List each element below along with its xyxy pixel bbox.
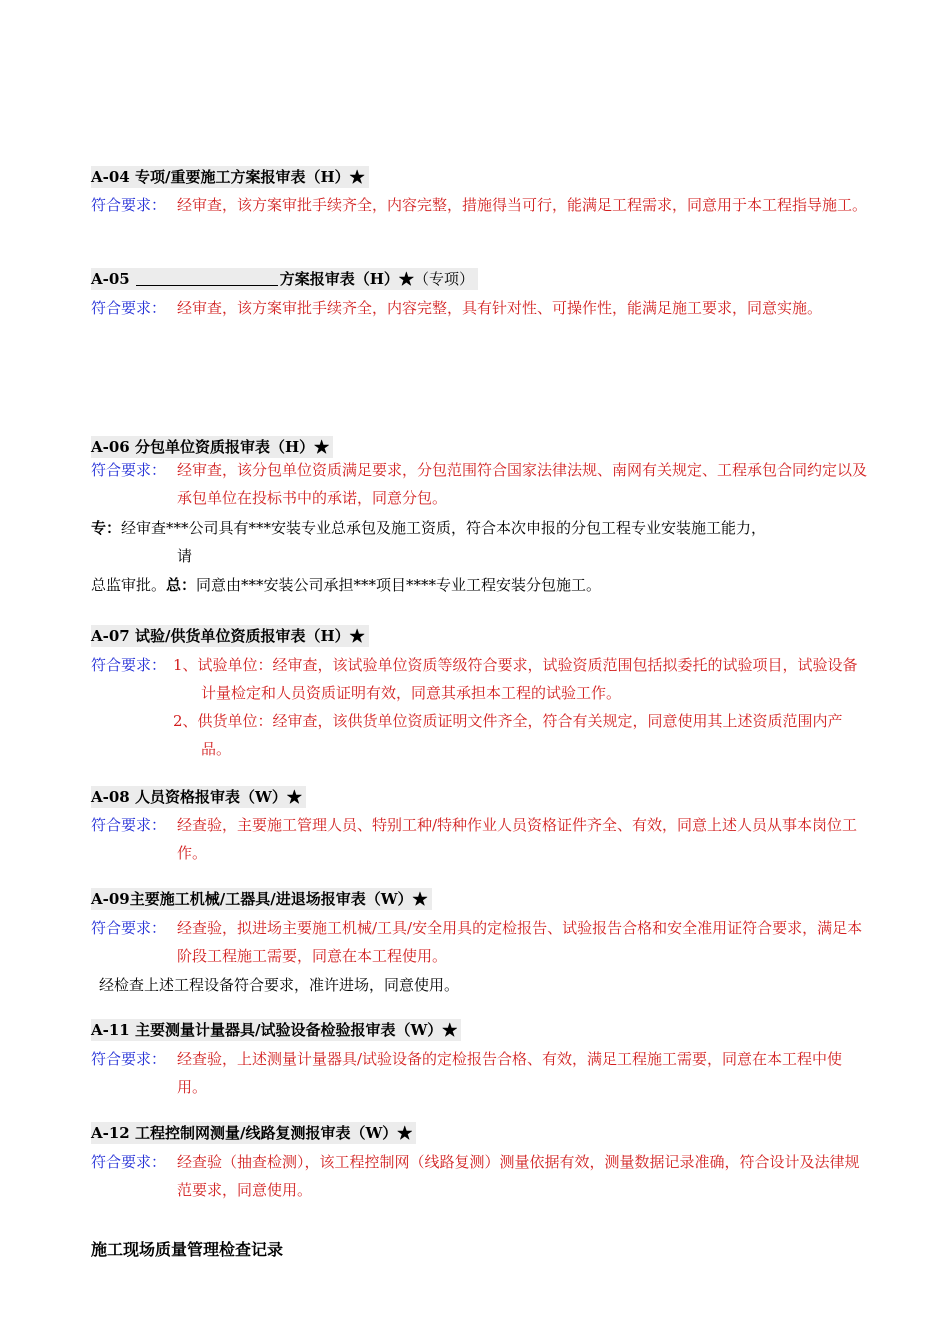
comment-text: 经查验，上述测量计量器具/试验设备的定检报告合格、有效，满足工程施工需要，同意在本工程中使用。 [177,1050,843,1096]
item-heading-a12: A-12 工程控制网测量/线路复测报审表（W）★ [91,1122,416,1144]
item-heading-a11: A-11 主要测量计量器具/试验设备检验报审表（W）★ [91,1019,461,1041]
note-text-zhuan-cont: 请 [177,547,193,565]
sub-item-supplier: 2、供货单位：经审查，该供货单位资质证明文件齐全，符合有关规定，同意使用其上述资质范围内产品。 [173,712,843,758]
item-heading-a08: A-08 人员资格报审表（W）★ [91,786,306,808]
chief-review-note [91,571,869,599]
comment-label: 符合要求： [91,816,167,834]
note-text-zhuan: 经审查***公司具有***安装专业总承包及施工资质，符合本次申报的分包工程专业安装施工能力， [121,519,767,537]
note-key-zhuan: 专： [91,519,122,537]
comment-label: 符合要求： [91,196,167,214]
comment-text: 经查验，主要施工管理人员、特别工种/特种作业人员资格证件齐全、有效，同意上述人员从事本岗位工作。 [177,816,858,862]
item-comment-a11 [91,1045,869,1101]
equipment-check-note: 经检查上述工程设备符合要求，准许进场，同意使用。 [99,976,460,994]
note-prefix-zong: 总监审批。 [91,576,167,594]
comment-label: 符合要求： [91,919,167,937]
comment-label: 符合要求： [91,1050,167,1068]
item-comment-a06 [91,456,869,512]
item-heading-a07: A-07 试验/供货单位资质报审表（H）★ [91,625,369,647]
professional-review-note [91,514,869,570]
item-comment-a07 [91,651,869,763]
item-heading-a05: A-05 方案报审表（H）★（专项） [91,268,478,290]
note-text-zong: 同意由***安装公司承担***项目****专业工程安装分包施工。 [196,576,602,594]
item-heading-a04: A-04 专项/重要施工方案报审表（H）★ [91,166,369,188]
comment-text [173,651,869,763]
comment-text: 经查验（抽查检测），该工程控制网（线路复测）测量依据有效，测量数据记录准确，符合设计及法律规范要求，同意使用。 [177,1153,860,1199]
section-title: 施工现场质量管理检查记录 [91,1240,284,1259]
note-key-zong: 总： [166,576,197,594]
item-heading-a09: A-09主要施工机械/工器具/进退场报审表（W）★ [91,888,432,910]
comment-text: 经审查，该方案审批手续齐全，内容完整，具有针对性、可操作性，能满足施工要求，同意实施。 [177,299,823,317]
comment-label: 符合要求： [91,656,167,674]
comment-label: 符合要求： [91,461,167,479]
comment-text: 经查验，拟进场主要施工机械/工具/安全用具的定检报告、试验报告合格和安全准用证符合要求，满足本阶段工程施工需要，同意在本工程使用。 [177,919,863,965]
comment-label: 符合要求： [91,1153,167,1171]
item-comment-a05 [91,294,869,322]
comment-label: 符合要求： [91,299,167,317]
item-comment-a08 [91,811,869,867]
comment-text: 经审查，该方案审批手续齐全，内容完整，措施得当可行，能满足工程需求，同意用于本工程指导施工。 [177,196,868,214]
item-heading-a06: A-06 分包单位资质报审表（H）★ [91,436,333,458]
sub-item-testing: 1、试验单位：经审查，该试验单位资质等级符合要求，试验资质范围包括拟委托的试验项目，试验设备计量检定和人员资质证明有效，同意其承担本工程的试验工作。 [173,656,858,702]
comment-text: 经审查，该分包单位资质满足要求，分包范围符合国家法律法规、南网有关规定、工程承包合同约定以及承包单位在投标书中的承诺，同意分包。 [177,461,868,507]
fill-in-blank [136,269,278,286]
item-comment-a12 [91,1148,869,1204]
item-comment-a04 [91,191,869,219]
item-comment-a09 [91,914,869,970]
